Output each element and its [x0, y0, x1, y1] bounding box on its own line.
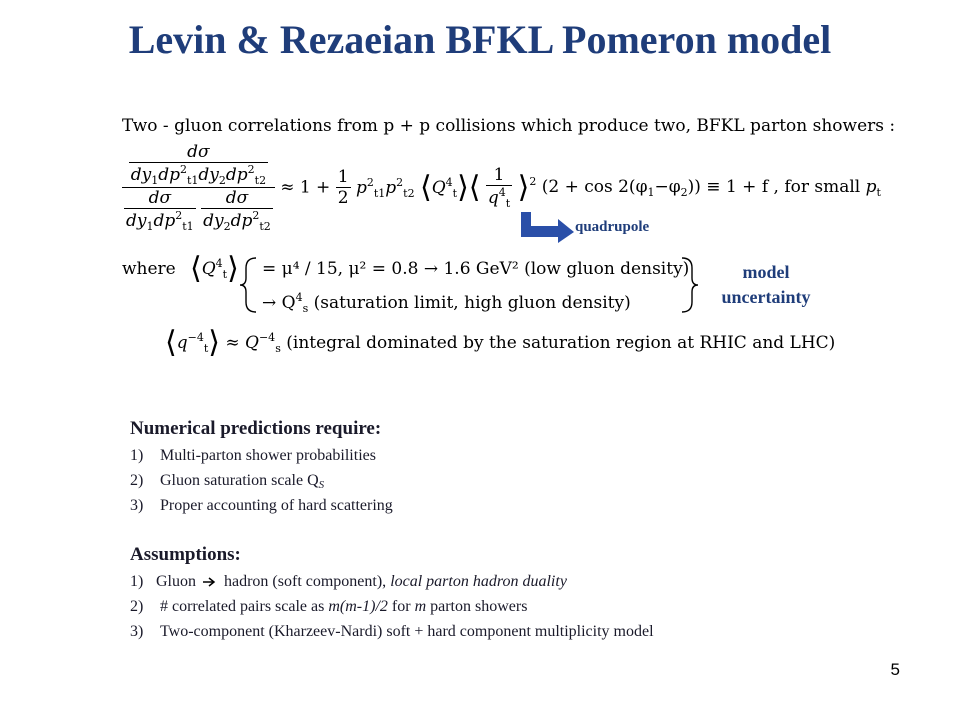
ratio-equation: $\frac{d\sigma}{dy_1dp^2_{t1}dy_2dp^2_{t2}}$ $\frac{d\sigma}{dy_1dp^2_{t1}}$ $\frac{d\sigma}{dy_2dp^2_{t2}}$ ≈ 1 + $\frac{1}{2}$ $p^2_{t1}p^2_{t2}$ $⟨Q^4_t⟩⟨$ $\frac{1}{q^4_t}$ ⟩$^2$ $(2 + \cos 2(\varphi_1-\varphi_2)) \equiv 1 + f$ , for small $p_t$: [122, 142, 881, 233]
assumptions: [130, 544, 654, 644]
quadrupole-arrow-icon: [518, 210, 578, 244]
integral-equation: $⟨q^{-4}_t⟩ \approx Q^{-4}_s$ (integral dominated by the saturation region at RHIC and LHC): [165, 325, 836, 360]
case-low-density: = μ⁴ / 15, μ² = 0.8 → 1.6 GeV² (low gluon density): [262, 259, 690, 279]
list-item: 2) Gluon saturation scale QS: [130, 472, 325, 491]
where-label: where: [122, 259, 176, 279]
qt4-average: $⟨Q^4_t⟩$: [190, 251, 239, 286]
quadrupole-label: quadrupole: [575, 219, 650, 235]
ratio-fraction: $\frac{d\sigma}{dy_1dp^2_{t1}dy_2dp^2_{t2}}$ $\frac{d\sigma}{dy_1dp^2_{t1}}$ $\frac{d\sigma}{dy_2dp^2_{t2}}$: [122, 142, 275, 233]
list-item: 2) # correlated pairs scale as m(m-1)/2 for m parton showers: [130, 598, 528, 615]
numerical-predictions: [130, 418, 393, 518]
right-brace-icon: [678, 256, 700, 314]
model-uncertainty-label: model uncertainty: [721, 262, 811, 307]
intro-line: Two - gluon correlations from p + p collisions which produce two, BFKL parton showers :: [122, 116, 896, 136]
list-item: 3) Two-component (Kharzeev-Nardi) soft + hard component multiplicity model: [130, 623, 654, 640]
list-item: 1) Gluon hadron (soft component), local parton hadron duality: [130, 573, 567, 590]
page-number: 5: [890, 660, 900, 679]
numerical-heading: Numerical predictions require:: [130, 418, 382, 439]
list-item: 1) Multi-parton shower probabilities: [130, 447, 376, 464]
slide-title: Levin & Rezaeian BFKL Pomeron model: [128, 17, 832, 62]
left-brace-icon: [238, 256, 260, 314]
case-saturation: → $Q^4_s$ (saturation limit, high gluon density): [262, 291, 631, 315]
assumptions-heading: Assumptions:: [130, 544, 241, 565]
list-item: 3) Proper accounting of hard scattering: [130, 497, 393, 514]
arrow-right-icon: [202, 577, 218, 587]
